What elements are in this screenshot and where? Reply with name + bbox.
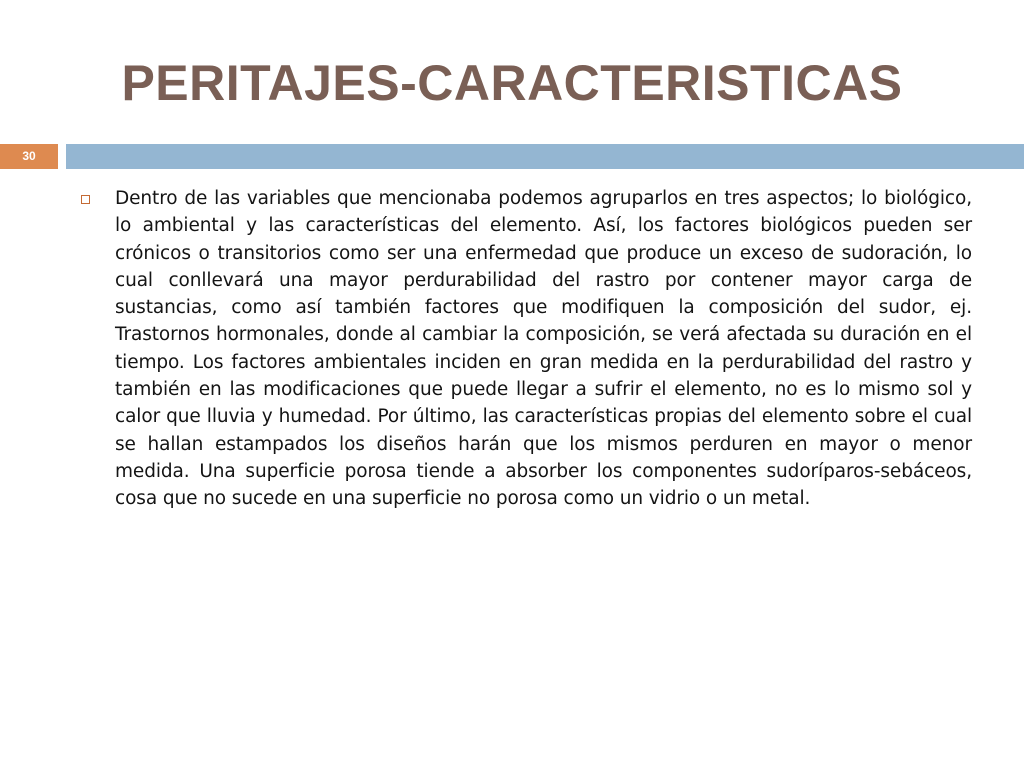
slide-title: PERITAJES-CARACTERISTICAS [121,55,903,111]
accent-bar [66,144,1024,169]
bullet-list [78,185,972,513]
slide-number-badge [0,144,58,169]
bullet-item [78,185,972,513]
slide-number: 30 [22,149,36,163]
bullet-text: Dentro de las variables que mencionaba podemos agruparlos en tres aspectos; lo biológico, lo ambiental y las características del elemento. Así, los factores biológicos pueden ser crónicos o transitorios como ser una enfermedad que produce un exceso de sudoración, lo cual conllevará una mayor perdurabilidad del rastro por contener mayor carga de sustancias, como así también factores que modifiquen la composición del sudor, ej. Trastornos hormonales, donde al cambiar la composición, se verá afectada su duración en el tiempo. Los factores ambientales inciden en gran medida en la perdurabilidad del rastro y también en las modificaciones que puede llegar a sufrir el elemento, no es lo mismo sol y calor que lluvia y humedad. Por último, las características propias del elemento sobre el cual se hallan estampados los diseños harán que los mismos perduren en mayor o menor medida. Una superficie porosa tiende a absorber los componentes sudoríparos-sebáceos, cosa que no sucede en una superficie no porosa como un vidrio o un metal. [115,188,972,510]
square-bullet-icon [81,195,90,204]
